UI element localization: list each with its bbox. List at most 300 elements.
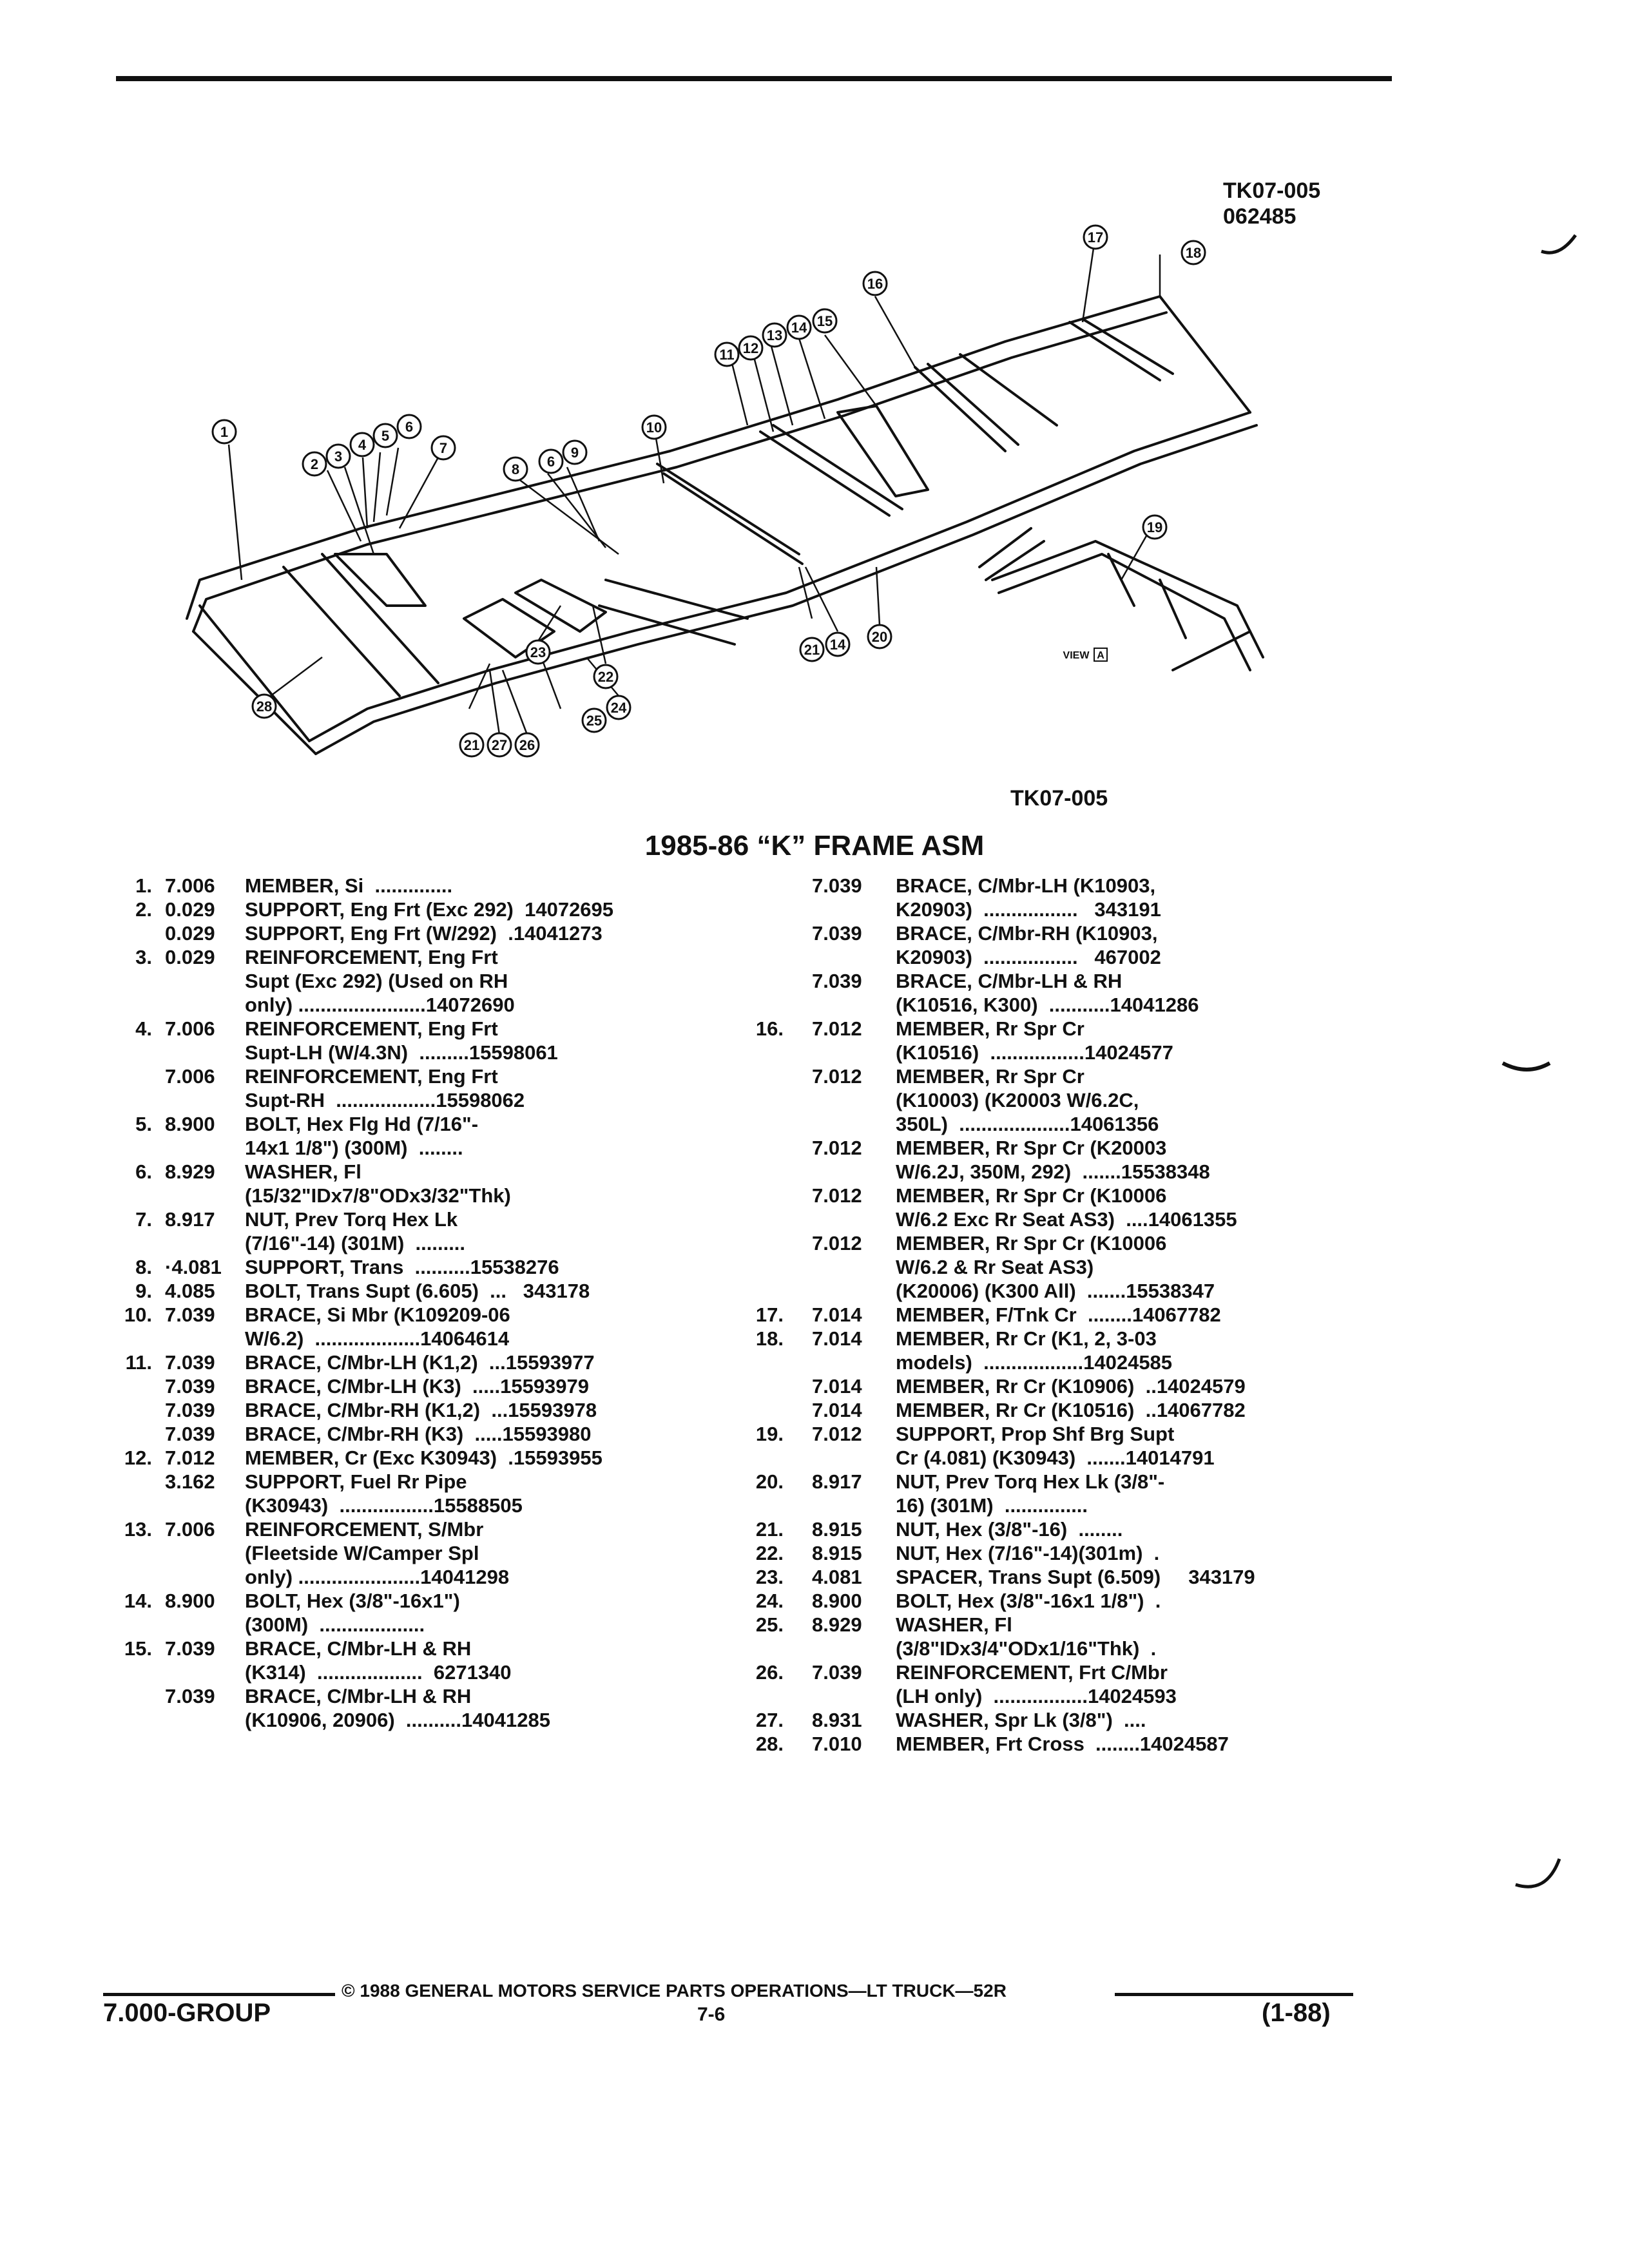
group-number [793, 1637, 896, 1660]
item-number [97, 1064, 161, 1088]
item-number [97, 1684, 161, 1708]
footer-rule-right [1115, 1993, 1353, 1996]
parts-row [747, 1041, 1411, 1064]
scan-mark [1514, 1856, 1566, 1901]
part-description: MEMBER, Cr (Exc K30943) .15593955 [245, 1446, 602, 1469]
item-number [747, 1446, 793, 1470]
part-description: BRACE, C/Mbr-LH (K10903, [896, 874, 1156, 897]
part-description: MEMBER, Rr Spr Cr (K10006 [896, 1232, 1167, 1254]
svg-text:16: 16 [867, 276, 883, 292]
parts-row [747, 1350, 1411, 1374]
group-number [793, 1350, 896, 1374]
callout-5 [374, 424, 397, 447]
parts-row [97, 1112, 715, 1136]
parts-row [97, 1541, 715, 1565]
item-number: 1. [135, 874, 152, 897]
svg-text:21: 21 [804, 642, 820, 658]
group-number: 0.029 [165, 898, 215, 921]
group-number: 7.012 [812, 1232, 862, 1254]
item-number: 5. [135, 1113, 152, 1135]
group-number: 7.014 [812, 1375, 862, 1398]
group-number [161, 1136, 245, 1160]
svg-text:14: 14 [829, 637, 846, 653]
group-number: 4.085 [165, 1280, 215, 1302]
top-rule [116, 76, 1392, 81]
svg-text:11: 11 [719, 347, 735, 363]
callout-21b [460, 733, 483, 756]
parts-row [747, 1541, 1411, 1565]
item-number [747, 1064, 793, 1088]
svg-text:1: 1 [220, 424, 229, 440]
item-number [97, 1494, 161, 1517]
svg-text:4: 4 [358, 437, 367, 453]
part-description: WASHER, Spr Lk (3/8") .... [896, 1709, 1146, 1731]
group-number: ·4.081 [165, 1256, 222, 1278]
group-number: 7.039 [812, 874, 862, 897]
parts-row [97, 1303, 715, 1327]
callout-1 [213, 420, 236, 443]
part-description: BRACE, Si Mbr (K109209-06 [245, 1303, 510, 1326]
part-description: SUPPORT, Trans ..........15538276 [245, 1256, 559, 1278]
parts-row [97, 1470, 715, 1494]
parts-row [747, 969, 1411, 993]
parts-row [97, 1136, 715, 1160]
parts-row [747, 1136, 1411, 1160]
group-number: 0.029 [165, 922, 215, 945]
item-number [747, 1684, 793, 1708]
item-number: 17. [755, 1303, 784, 1326]
parts-row [97, 1565, 715, 1589]
part-description: W/6.2 Exc Rr Seat AS3) ....14061355 [896, 1208, 1237, 1231]
callout-13 [763, 323, 786, 347]
parts-row [97, 1088, 715, 1112]
group-number: 7.039 [165, 1303, 215, 1326]
part-description: REINFORCEMENT, Eng Frt [245, 946, 498, 968]
center-cross-member [760, 432, 889, 515]
item-number [747, 1231, 793, 1255]
group-number: 8.929 [812, 1613, 862, 1636]
part-description: NUT, Hex (7/16"-14)(301m) . [896, 1542, 1160, 1564]
item-number: 19. [755, 1423, 784, 1445]
parts-row [747, 1231, 1411, 1255]
callout-10 [642, 416, 666, 439]
group-number [793, 1088, 896, 1112]
callout-25 [583, 709, 606, 732]
item-number [747, 1112, 793, 1136]
frame-diagram [155, 219, 1289, 863]
item-number [97, 1374, 161, 1398]
svg-text:27: 27 [491, 737, 508, 753]
item-number [747, 874, 793, 898]
front-cross-member [200, 606, 309, 741]
group-number [161, 1088, 245, 1112]
item-number [747, 969, 793, 993]
part-description: Cr (4.081) (K30943) .......14014791 [896, 1446, 1215, 1469]
svg-text:24: 24 [610, 700, 627, 716]
footer-page-number: 7-6 [697, 2004, 726, 2025]
part-description: NUT, Hex (3/8"-16) ........ [896, 1518, 1123, 1541]
parts-row [97, 1589, 715, 1613]
item-number [97, 1088, 161, 1112]
group-number: 8.900 [165, 1590, 215, 1612]
scan-mark [1540, 232, 1579, 264]
parts-row [747, 1589, 1411, 1613]
part-description: W/6.2) ...................14064614 [245, 1327, 510, 1350]
part-description: MEMBER, Rr Spr Cr (K20003 [896, 1137, 1167, 1159]
group-number: 7.012 [165, 1446, 215, 1469]
part-description: BOLT, Hex Flg Hd (7/16"- [245, 1113, 479, 1135]
item-number [747, 1088, 793, 1112]
parts-row [97, 1660, 715, 1684]
group-number: 8.915 [812, 1542, 862, 1564]
parts-row [747, 1184, 1411, 1207]
item-number: 4. [135, 1017, 152, 1040]
part-description: REINFORCEMENT, S/Mbr [245, 1518, 484, 1541]
item-number: 26. [755, 1661, 784, 1684]
part-description: MEMBER, Rr Cr (K10516) ..14067782 [896, 1399, 1246, 1421]
parts-row [97, 993, 715, 1017]
part-description: SUPPORT, Fuel Rr Pipe [245, 1470, 467, 1493]
svg-text:5: 5 [381, 428, 390, 444]
callout-11 [715, 343, 738, 366]
part-description: 16) (301M) ............... [896, 1494, 1088, 1517]
item-number: 6. [135, 1160, 152, 1183]
svg-text:13: 13 [766, 327, 783, 343]
callout-6 [398, 415, 421, 438]
svg-text:10: 10 [646, 419, 662, 436]
parts-row [97, 1017, 715, 1041]
part-description: SPACER, Trans Supt (6.509) 343179 [896, 1566, 1255, 1588]
item-number [747, 1184, 793, 1207]
parts-row [97, 1613, 715, 1637]
scan-mark [1501, 1050, 1553, 1082]
item-number [97, 1613, 161, 1637]
parts-row [97, 1279, 715, 1303]
svg-text:3: 3 [334, 448, 343, 465]
item-number [97, 1541, 161, 1565]
item-number: 16. [755, 1017, 784, 1040]
group-number: 7.010 [812, 1733, 862, 1755]
right-side-rail [309, 412, 1250, 741]
group-number [793, 1255, 896, 1279]
side-member-brace [657, 464, 799, 554]
callout-4 [351, 433, 374, 456]
item-number [97, 1231, 161, 1255]
group-number: 7.014 [812, 1327, 862, 1350]
svg-text:28: 28 [256, 698, 273, 715]
part-description: (K314) ................... 6271340 [245, 1661, 512, 1684]
footer-copyright: © 1988 GENERAL MOTORS SERVICE PARTS OPERATIONS—LT TRUCK—52R [342, 1981, 1007, 2001]
callout-19 [1143, 515, 1166, 539]
part-description: BRACE, C/Mbr-LH (K1,2) ...15593977 [245, 1351, 595, 1374]
parts-row [747, 993, 1411, 1017]
callout-8 [504, 457, 527, 481]
item-number: 27. [755, 1709, 784, 1731]
part-description: BOLT, Trans Supt (6.605) ... 343178 [245, 1280, 590, 1302]
item-number: 2. [135, 898, 152, 921]
callout-24 [607, 696, 630, 719]
parts-row [97, 969, 715, 993]
item-number [97, 1565, 161, 1589]
part-description: MEMBER, Rr Cr (K10906) ..14024579 [896, 1375, 1246, 1398]
svg-text:20: 20 [871, 629, 888, 645]
part-description: (K10906, 20906) ..........14041285 [245, 1709, 550, 1731]
group-number [161, 969, 245, 993]
part-description: WASHER, Fl [245, 1160, 361, 1183]
item-number: 10. [124, 1303, 152, 1326]
group-number [161, 1708, 245, 1732]
part-description: (LH only) .................14024593 [896, 1685, 1177, 1707]
parts-row [747, 1684, 1411, 1708]
part-description: BRACE, C/Mbr-LH & RH [245, 1685, 472, 1707]
item-number: 15. [124, 1637, 152, 1660]
parts-row [97, 1446, 715, 1470]
item-number [747, 1207, 793, 1231]
group-number: 4.081 [812, 1566, 862, 1588]
group-number: 7.039 [165, 1375, 215, 1398]
group-number [161, 1041, 245, 1064]
callout-6b [539, 450, 563, 473]
parts-row [747, 1088, 1411, 1112]
item-number [97, 993, 161, 1017]
parts-row [97, 1327, 715, 1350]
item-number: 25. [755, 1613, 784, 1636]
part-description: MEMBER, F/Tnk Cr ........14067782 [896, 1303, 1221, 1326]
callout-3 [327, 445, 350, 468]
figure-id: TK07-005 [1223, 178, 1321, 203]
part-description: NUT, Prev Torq Hex Lk [245, 1208, 458, 1231]
part-description: only) ......................14041298 [245, 1566, 510, 1588]
part-description: BRACE, C/Mbr-LH & RH [245, 1637, 472, 1660]
callout-20 [868, 625, 891, 648]
svg-text:17: 17 [1087, 229, 1104, 245]
parts-row [97, 1517, 715, 1541]
group-number: 7.006 [165, 1017, 215, 1040]
group-number: 7.006 [165, 1518, 215, 1541]
part-description: REINFORCEMENT, Frt C/Mbr [896, 1661, 1168, 1684]
svg-text:26: 26 [519, 737, 535, 753]
part-description: (300M) ................... [245, 1613, 425, 1636]
item-number: 23. [755, 1566, 784, 1588]
callout-27 [488, 733, 511, 756]
item-number [97, 1184, 161, 1207]
callout-14b [826, 633, 849, 656]
group-number: 7.012 [812, 1017, 862, 1040]
group-number [793, 1112, 896, 1136]
callout-14 [787, 316, 811, 339]
item-number [747, 1136, 793, 1160]
item-number [97, 1660, 161, 1684]
group-number [793, 1041, 896, 1064]
group-number: 7.012 [812, 1065, 862, 1088]
group-number: 7.039 [812, 1661, 862, 1684]
part-description: MEMBER, Frt Cross ........14024587 [896, 1733, 1229, 1755]
parts-row [747, 1613, 1411, 1637]
item-number [97, 969, 161, 993]
parts-row [97, 945, 715, 969]
group-number: 8.900 [165, 1113, 215, 1135]
part-description: BOLT, Hex (3/8"-16x1 1/8") . [896, 1590, 1161, 1612]
svg-text:12: 12 [742, 340, 759, 356]
part-description: BRACE, C/Mbr-RH (K3) .....15593980 [245, 1423, 592, 1445]
group-number: 7.039 [812, 970, 862, 992]
item-number [747, 921, 793, 945]
parts-row [97, 898, 715, 921]
svg-text:18: 18 [1185, 245, 1202, 261]
svg-text:21: 21 [463, 737, 480, 753]
parts-row [97, 1494, 715, 1517]
group-number: 8.931 [812, 1709, 862, 1731]
part-description: W/6.2 & Rr Seat AS3) [896, 1256, 1094, 1278]
item-number [97, 1398, 161, 1422]
part-description: BRACE, C/Mbr-RH (K10903, [896, 922, 1158, 945]
svg-text:2: 2 [310, 456, 319, 472]
parts-row [97, 1350, 715, 1374]
group-number: 3.162 [165, 1470, 215, 1493]
item-number: 22. [755, 1542, 784, 1564]
item-number: 20. [755, 1470, 784, 1493]
view-label: VIEW [1063, 650, 1090, 661]
item-number: 18. [755, 1327, 784, 1350]
parts-row [747, 1446, 1411, 1470]
part-description: 14x1 1/8") (300M) ........ [245, 1137, 463, 1159]
svg-text:22: 22 [597, 669, 614, 685]
group-number: 0.029 [165, 946, 215, 968]
group-number: 7.014 [812, 1399, 862, 1421]
item-number: 8. [135, 1256, 152, 1278]
group-number: 7.039 [165, 1423, 215, 1445]
item-number [97, 921, 161, 945]
part-description: SUPPORT, Eng Frt (W/292) .14041273 [245, 922, 602, 945]
callout-16 [863, 272, 887, 295]
parts-row [747, 1017, 1411, 1041]
parts-row [747, 1160, 1411, 1184]
group-number [793, 1446, 896, 1470]
parts-row [747, 1207, 1411, 1231]
parts-row [747, 1327, 1411, 1350]
group-number: 7.006 [165, 1065, 215, 1088]
part-description: (K10516, K300) ...........14041286 [896, 994, 1199, 1016]
part-description: K20903) ................. 467002 [896, 946, 1161, 968]
parts-row [97, 1064, 715, 1088]
group-number [793, 1494, 896, 1517]
item-number: 3. [135, 946, 152, 968]
item-number [97, 1041, 161, 1064]
group-number: 7.039 [165, 1399, 215, 1421]
callout-7 [432, 436, 455, 459]
callout-18 [1182, 241, 1205, 264]
part-description: MEMBER, Rr Spr Cr [896, 1017, 1084, 1040]
part-description: (15/32"IDx7/8"ODx3/32"Thk) [245, 1184, 511, 1207]
group-number [161, 1231, 245, 1255]
callout-22 [594, 665, 617, 688]
group-number: 8.929 [165, 1160, 215, 1183]
part-description: W/6.2J, 350M, 292) .......15538348 [896, 1160, 1210, 1183]
group-number [161, 1184, 245, 1207]
group-number [793, 898, 896, 921]
parts-row [747, 1517, 1411, 1541]
group-number: 7.012 [812, 1137, 862, 1159]
part-description: REINFORCEMENT, Eng Frt [245, 1065, 498, 1088]
group-number [793, 1207, 896, 1231]
parts-list-left [97, 874, 715, 1732]
parts-row [747, 1112, 1411, 1136]
parts-row [747, 945, 1411, 969]
parts-row [747, 1708, 1411, 1732]
parts-row [97, 1422, 715, 1446]
parts-row [97, 1684, 715, 1708]
item-number [97, 1136, 161, 1160]
group-number: 7.039 [812, 922, 862, 945]
item-number [747, 1041, 793, 1064]
part-description: (Fleetside W/Camper Spl [245, 1542, 479, 1564]
item-number [97, 1470, 161, 1494]
figure-code: 062485 [1223, 204, 1296, 229]
part-description: BRACE, C/Mbr-RH (K1,2) ...15593978 [245, 1399, 597, 1421]
item-number [747, 1279, 793, 1303]
part-description: only) .......................14072690 [245, 994, 515, 1016]
item-number [97, 1327, 161, 1350]
part-description: MEMBER, Rr Spr Cr [896, 1065, 1084, 1088]
group-number [161, 1494, 245, 1517]
view-a-inset [992, 541, 1263, 657]
group-number: 8.917 [165, 1208, 215, 1231]
group-number [161, 1565, 245, 1589]
part-description: (K10516) .................14024577 [896, 1041, 1173, 1064]
part-description: (K30943) .................15588505 [245, 1494, 523, 1517]
parts-row [97, 1184, 715, 1207]
footer-group: 7.000-GROUP [103, 1999, 271, 2027]
group-number [161, 993, 245, 1017]
callout-12 [739, 336, 762, 360]
item-number: 11. [125, 1351, 152, 1374]
part-description: (K10003) (K20003 W/6.2C, [896, 1089, 1139, 1111]
svg-text:8: 8 [511, 461, 520, 477]
parts-row [97, 874, 715, 898]
group-number: 7.039 [165, 1637, 215, 1660]
item-number: 24. [755, 1590, 784, 1612]
item-number [747, 1637, 793, 1660]
svg-text:15: 15 [816, 313, 833, 329]
svg-text:19: 19 [1146, 519, 1163, 535]
part-description: BRACE, C/Mbr-LH & RH [896, 970, 1123, 992]
group-number [161, 1327, 245, 1350]
parts-row [747, 1279, 1411, 1303]
callout-28 [253, 695, 276, 718]
parts-list-right [747, 874, 1411, 1756]
group-number [161, 1660, 245, 1684]
item-number [747, 1494, 793, 1517]
callout-21 [800, 638, 824, 661]
parts-row [747, 1470, 1411, 1494]
part-description: models) ..................14024585 [896, 1351, 1173, 1374]
group-number: 8.917 [812, 1470, 862, 1493]
group-number: 8.900 [812, 1590, 862, 1612]
part-description: Supt-LH (W/4.3N) .........15598061 [245, 1041, 558, 1064]
svg-text:9: 9 [570, 445, 579, 461]
parts-row [747, 1374, 1411, 1398]
parts-row [97, 1231, 715, 1255]
group-number: 7.039 [165, 1351, 215, 1374]
item-number [747, 898, 793, 921]
group-number [161, 1613, 245, 1637]
rear-spring-cross-member [915, 367, 1005, 451]
callout-15 [813, 309, 836, 332]
part-description: Supt-RH ..................15598062 [245, 1089, 525, 1111]
callout-2 [303, 452, 326, 476]
svg-text:25: 25 [586, 713, 602, 729]
group-number [793, 1279, 896, 1303]
